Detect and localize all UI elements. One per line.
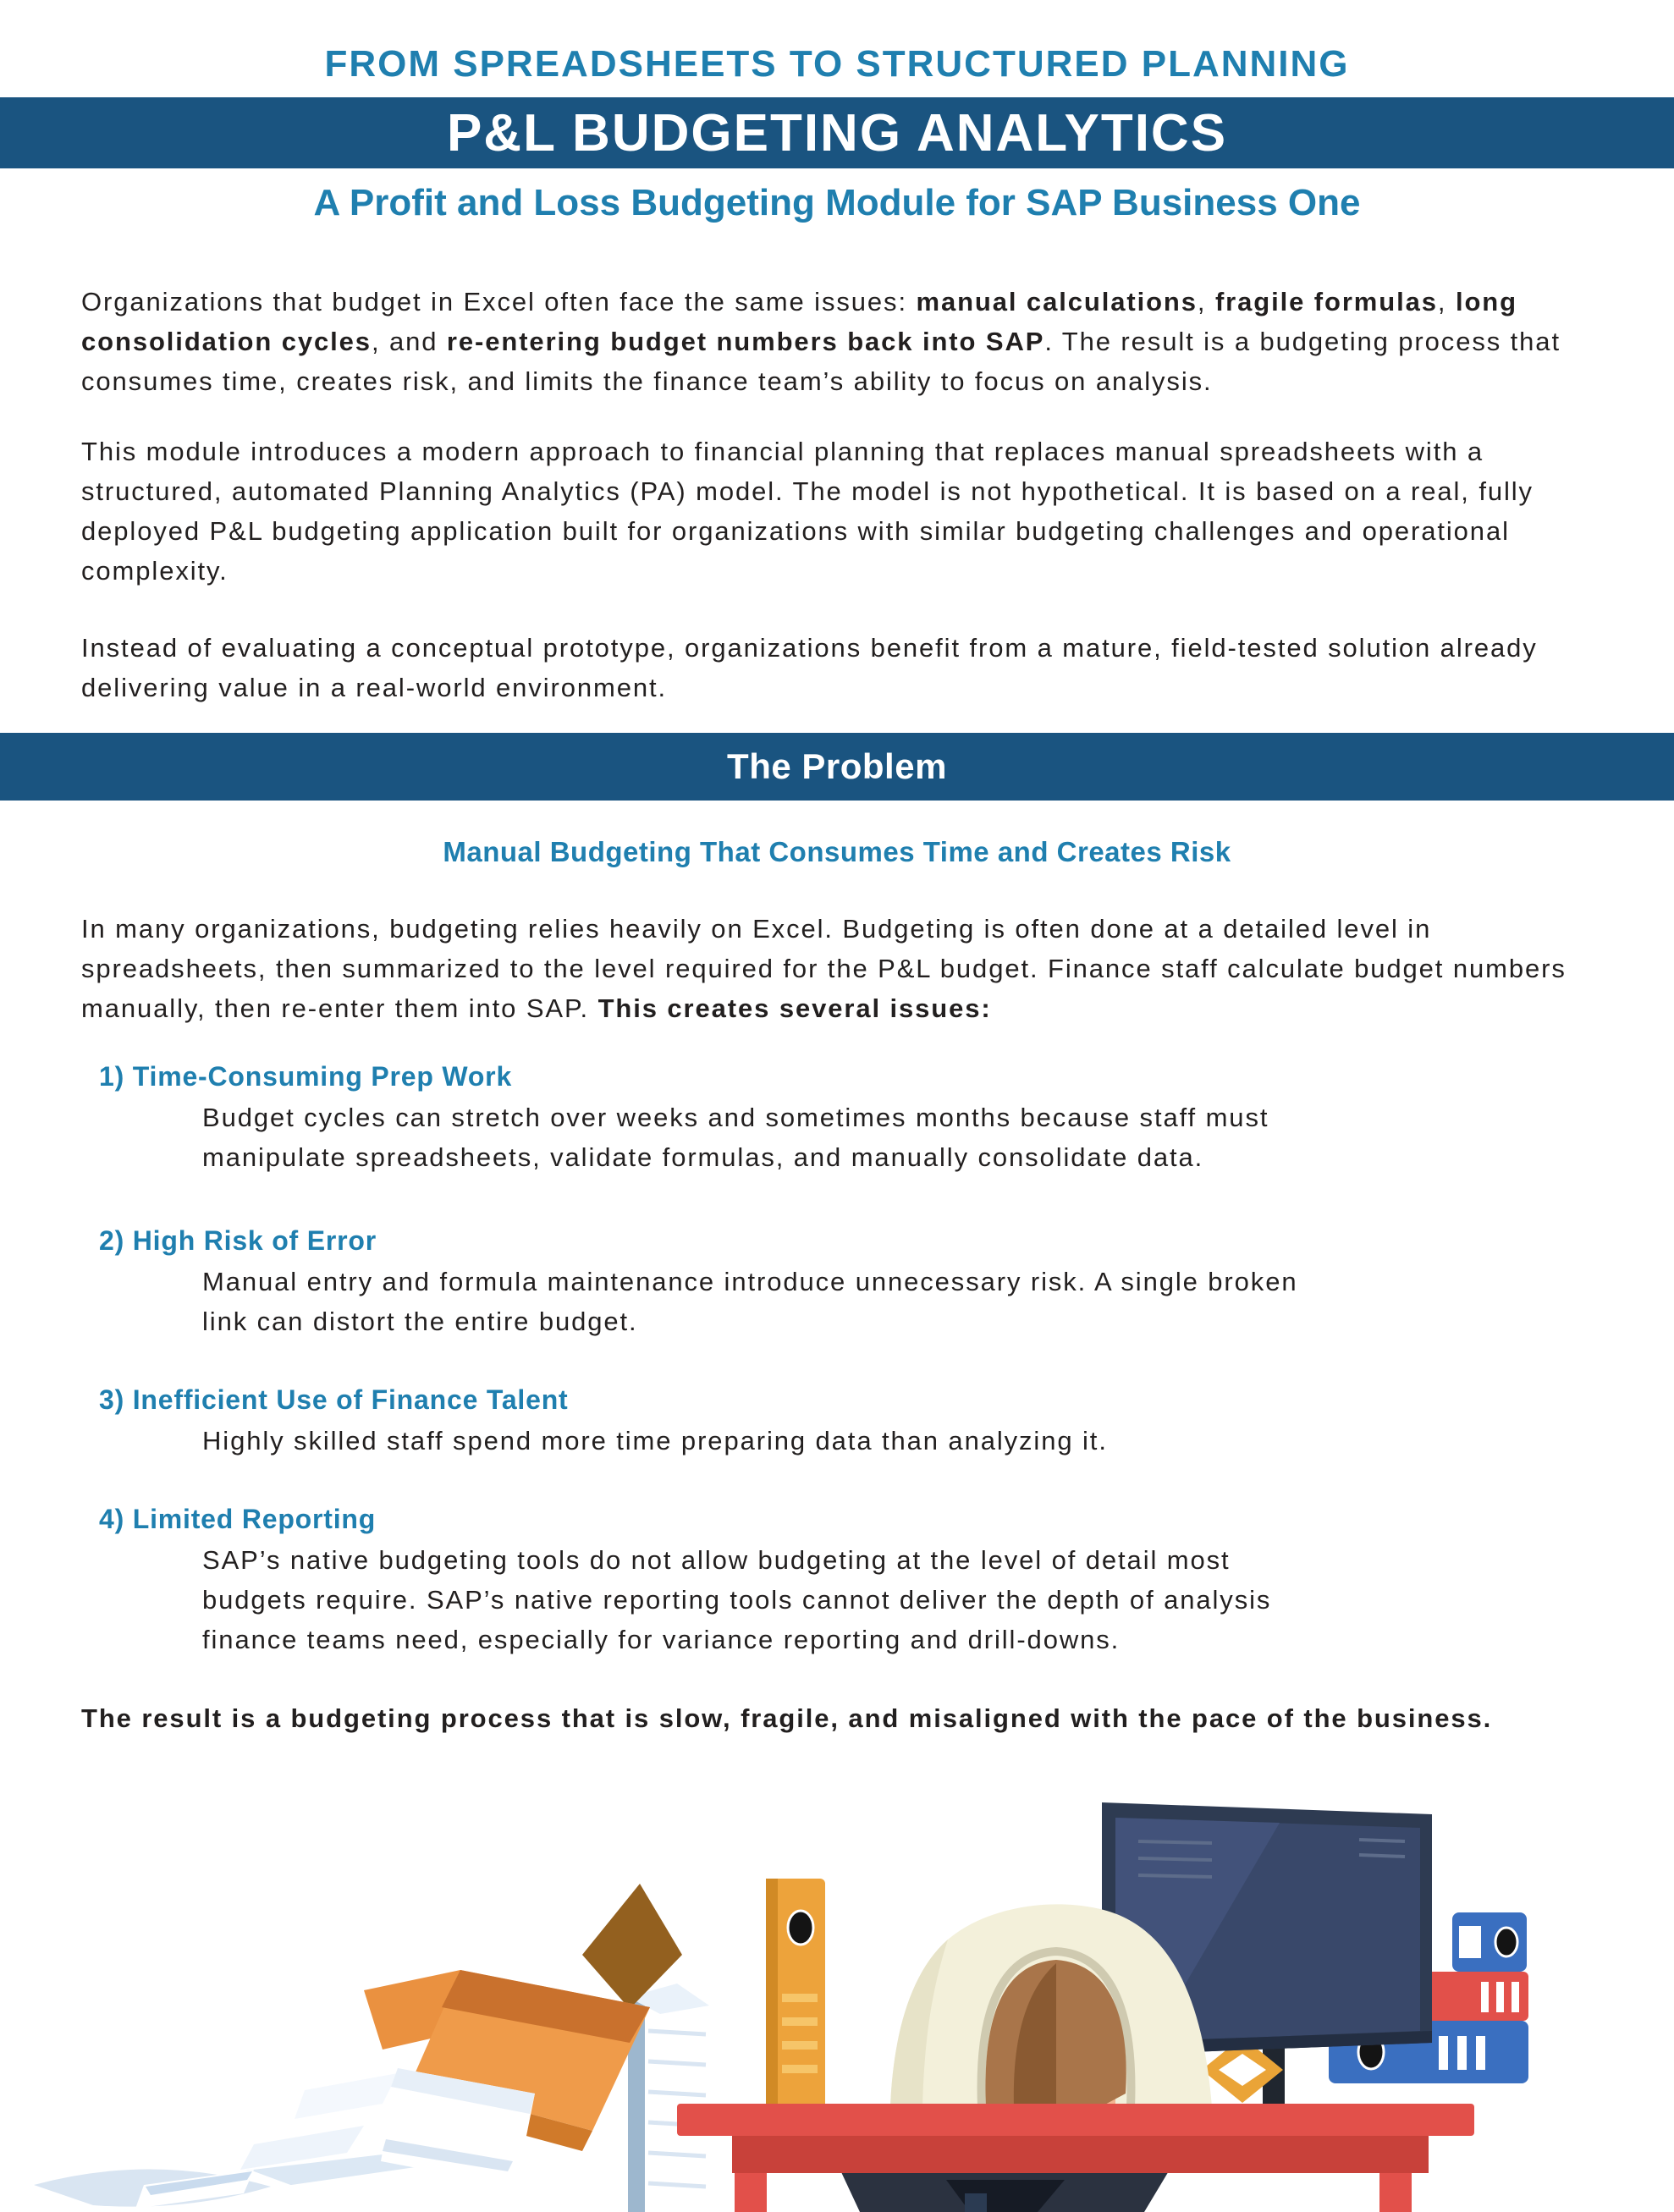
issue-body: SAP’s native budgeting tools do not allow budgeting at the level of detail most budgets require. SAP’s native reporting tools cannot deliver the depth of analysis finance teams need, especially for variance reporting and drill-downs. <box>202 1545 1272 1654</box>
issue-body: Budget cycles can stretch over weeks and sometimes months because staff must manipulate spreadsheets, validate formulas, and manually consolidate data. <box>202 1103 1269 1172</box>
problem-section-body <box>81 909 1593 1028</box>
problem-lead-paragraph <box>81 909 1593 1028</box>
illustration-svg <box>0 1789 1674 2212</box>
intro-section <box>81 282 1593 707</box>
intro-paragraph-1 <box>81 282 1593 401</box>
issue-body: Highly skilled staff spend more time preparing data than analyzing it. <box>202 1426 1108 1455</box>
issue-item-3 <box>99 1380 1674 1461</box>
intro-p1-sep-3: , and <box>371 327 447 356</box>
page-subtitle: A Profit and Loss Budgeting Module for SAP Business One <box>313 182 1361 223</box>
issue-heading: 4) Limited Reporting <box>99 1504 377 1534</box>
issue-item-1 <box>99 1057 1674 1177</box>
page-title: P&L BUDGETING ANALYTICS <box>446 103 1228 162</box>
intro-p1-sep-1: , <box>1197 287 1215 316</box>
intro-p1-bold-1: manual calculations <box>916 287 1198 316</box>
issue-heading: 3) Inefficient Use of Finance Talent <box>99 1384 569 1415</box>
section-band-the-problem <box>0 733 1674 801</box>
issue-item-4 <box>99 1499 1674 1659</box>
problem-lead-bold: This creates several issues: <box>597 993 992 1023</box>
issues-list <box>0 1057 1674 1659</box>
issue-item-2 <box>99 1221 1674 1341</box>
issue-heading: 2) High Risk of Error <box>99 1225 377 1256</box>
intro-paragraph-2: This module introduces a modern approach to financial planning that replaces manual spreadsheets with a structured, automated Planning Analytics (PA) model. The model is not hypothetical. It is based on a real, fully deployed P&L budgeting application built for organizations with similar budgeting challenges and operational complexity. <box>81 437 1534 586</box>
section-band-title: The Problem <box>727 746 947 786</box>
intro-p1-text: Organizations that budget in Excel often face the same issues: <box>81 287 917 316</box>
title-banner <box>0 97 1674 168</box>
kicker-heading: FROM SPREADSHEETS TO STRUCTURED PLANNING <box>324 43 1350 85</box>
intro-paragraph-3: Instead of evaluating a conceptual prototype, organizations benefit from a mature, field-tested solution already delivering value in a real-world environment. <box>81 633 1538 702</box>
problem-subheading: Manual Budgeting That Consumes Time and Creates Risk <box>443 836 1231 867</box>
intro-p1-bold-2: fragile formulas <box>1214 287 1438 316</box>
intro-p1-bold-4: re-entering budget numbers back into SAP <box>446 327 1045 356</box>
document-page <box>0 43 1674 2212</box>
problem-lead-text: In many organizations, budgeting relies heavily on Excel. Budgeting is often done at a detailed level in spreadsheets, then summarized to the level required for the P&L budget. Finance staff calculate budget numbers manually, then re-enter them into SAP. <box>81 914 1567 1023</box>
issue-heading: 1) Time-Consuming Prep Work <box>99 1061 513 1092</box>
intro-p1-tail: . The result is a budgeting process that consumes time, creates risk, and limits the finance team’s ability to focus on analysis. <box>81 327 1561 396</box>
overwhelmed-worker-illustration <box>0 1789 1674 2212</box>
intro-p1-sep-2: , <box>1437 287 1456 316</box>
conclusion-statement: The result is a budgeting process that is slow, fragile, and misaligned with the pace of the business. <box>81 1703 1493 1733</box>
issue-body: Manual entry and formula maintenance introduce unnecessary risk. A single broken link can distort the entire budget. <box>202 1267 1298 1336</box>
intro-p1-bold-3: long consolidation cycles <box>81 287 1517 356</box>
yellow-binder-graphic <box>766 1879 825 2109</box>
